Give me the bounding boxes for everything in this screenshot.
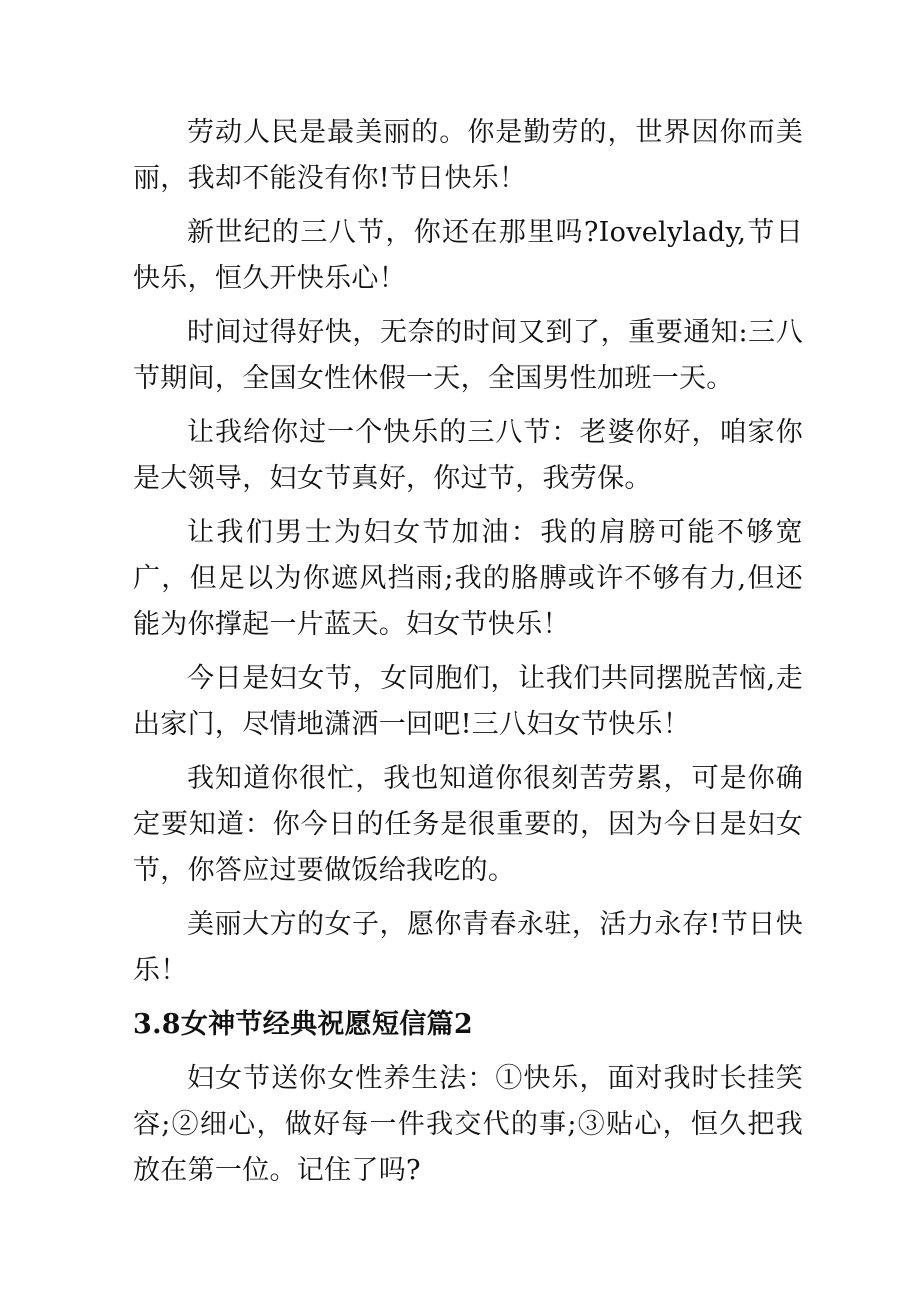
section-heading: 3.8女神节经典祝愿短信篇2 — [133, 1009, 473, 1040]
paragraph: 今日是妇女节，女同胞们，让我们共同摆脱苦恼,走出家门，尽情地潇洒一回吧!三八妇女节快乐！ — [133, 663, 803, 740]
paragraph: 让我们男士为妇女节加油：我的肩膀可能不够宽广，但足以为你遮风挡雨;我的胳膊或许不够有力,但还能为你撑起一片蓝天。妇女节快乐！ — [133, 517, 803, 640]
paragraph: 我知道你很忙，我也知道你很刻苦劳累，可是你确定要知道：你今日的任务是很重要的，因为今日是妇女节，你答应过要做饭给我吃的。 — [133, 763, 803, 886]
paragraph: 时间过得好快，无奈的时间又到了，重要通知:三八节期间，全国女性休假一天，全国男性加班一天。 — [133, 317, 803, 394]
document-body — [133, 110, 803, 1202]
paragraph: 新世纪的三八节，你还在那里吗?Iovelylady,节日快乐，恒久开快乐心！ — [133, 217, 803, 294]
paragraph: 让我给你过一个快乐的三八节：老婆你好，咱家你是大领导，妇女节真好，你过节，我劳保。 — [133, 417, 803, 494]
paragraph: 美丽大方的女子，愿你青春永驻，活力永存!节日快乐！ — [133, 909, 803, 986]
paragraph: 妇女节送你女性养生法：①快乐，面对我时长挂笑容;②细心，做好每一件我交代的事;③贴心，恒久把我放在第一位。记住了吗? — [133, 1063, 803, 1186]
paragraph: 劳动人民是最美丽的。你是勤劳的，世界因你而美丽，我却不能没有你!节日快乐！ — [133, 117, 803, 194]
